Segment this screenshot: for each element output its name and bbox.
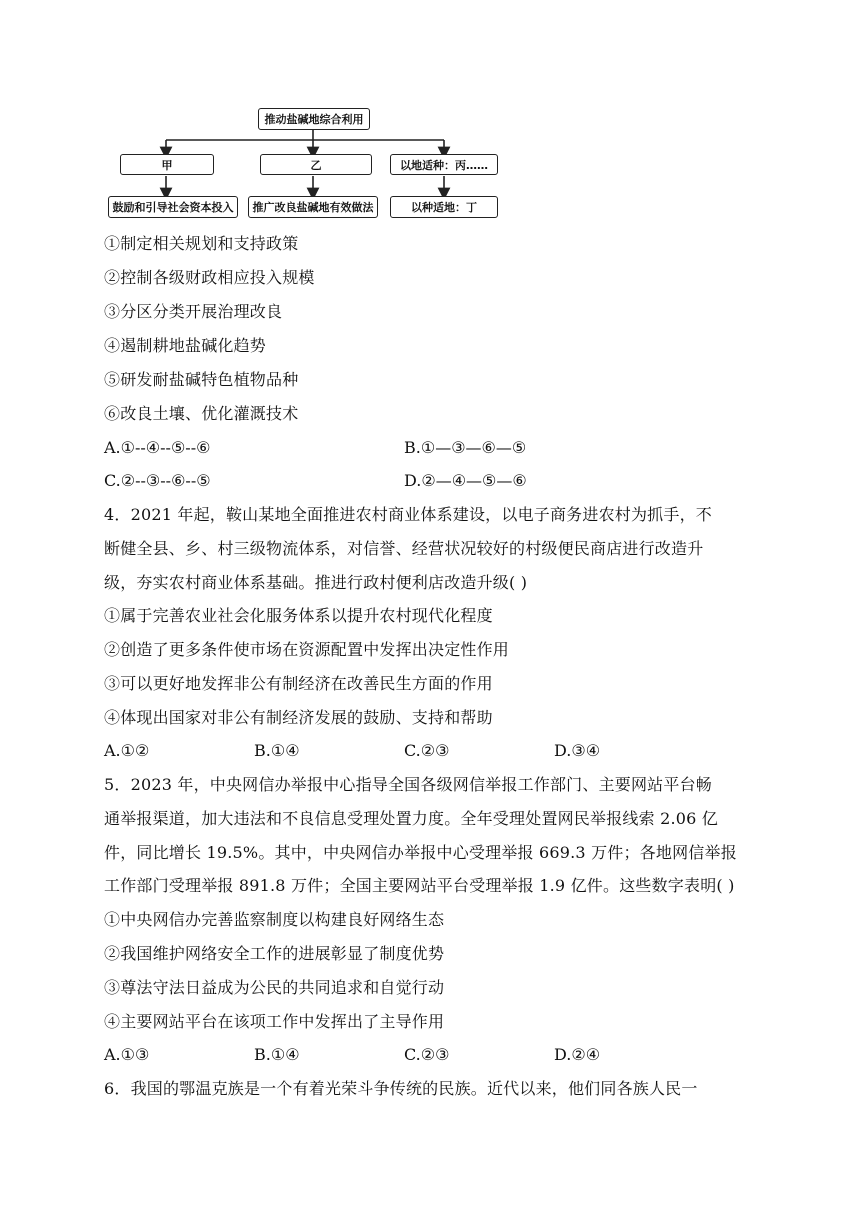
q5-stem-line: 工作部门受理举报 891.8 万件；全国主要网站平台受理举报 1.9 亿件。这些数字表明( ) <box>104 876 735 895</box>
q5-option-d[interactable]: D.②④ <box>554 1045 601 1064</box>
q3-item: ⑥改良土壤、优化灌溉技术 <box>104 404 299 423</box>
q4-item: ④体现出国家对非公有制经济发展的鼓励、支持和帮助 <box>104 708 493 727</box>
q4-item: ②创造了更多条件使市场在资源配置中发挥出决定性作用 <box>104 640 510 659</box>
q5-item: ④主要网站平台在该项工作中发挥出了主导作用 <box>104 1012 445 1031</box>
q3-option-b[interactable]: B.①—③—⑥—⑤ <box>404 438 527 457</box>
q6-stem-line: 6．我国的鄂温克族是一个有着光荣斗争传统的民族。近代以来，他们同各族人民一 <box>104 1079 698 1098</box>
q5-item: ②我国维护网络安全工作的进展彰显了制度优势 <box>104 944 445 963</box>
q3-item: ①制定相关规划和支持政策 <box>104 234 299 253</box>
q5-option-b[interactable]: B.①④ <box>254 1045 300 1064</box>
flowchart-box-bing: 以地适种：丙…… <box>390 154 498 175</box>
q3-item: ②控制各级财政相应投入规模 <box>104 268 315 287</box>
q5-stem-line: 5．2023 年，中央网信办举报中心指导全国各级网信举报工作部门、主要网站平台畅 <box>104 775 712 794</box>
q3-option-c[interactable]: C.②--③--⑥--⑤ <box>104 471 211 490</box>
q4-stem-line: 级，夯实农村商业体系基础。推进行政村便利店改造升级( ) <box>104 573 528 592</box>
q4-item: ①属于完善农业社会化服务体系以提升农村现代化程度 <box>104 606 493 625</box>
flowchart-box-ding: 以种适地：丁 <box>390 196 498 218</box>
q3-option-a[interactable]: A.①--④--⑤--⑥ <box>104 438 211 457</box>
q3-item: ③分区分类开展治理改良 <box>104 302 283 321</box>
q5-stem-line: 通举报渠道，加大违法和不良信息受理处置力度。全年受理处置网民举报线索 2.06 亿 <box>104 809 718 828</box>
q3-item: ④遏制耕地盐碱化趋势 <box>104 336 267 355</box>
q4-item: ③可以更好地发挥非公有制经济在改善民生方面的作用 <box>104 674 493 693</box>
q4-stem-line: 断健全县、乡、村三级物流体系，对信誉、经营状况较好的村级便民商店进行改造升 <box>104 539 704 558</box>
q4-option-a[interactable]: A.①② <box>104 741 150 760</box>
q5-stem-line: 件，同比增长 19.5%。其中，中央网信办举报中心受理举报 669.3 万件；各地网信举报 <box>104 843 737 862</box>
flowchart-box-practice: 推广改良盐碱地有效做法 <box>248 196 378 218</box>
flowchart-diagram <box>108 104 504 222</box>
q5-option-c[interactable]: C.②③ <box>404 1045 450 1064</box>
q4-option-b[interactable]: B.①④ <box>254 741 300 760</box>
q3-option-d[interactable]: D.②—④—⑤—⑥ <box>404 471 527 490</box>
q5-item: ③尊法守法日益成为公民的共同追求和自觉行动 <box>104 978 445 997</box>
q5-item: ①中央网信办完善监察制度以构建良好网络生态 <box>104 910 445 929</box>
q5-option-a[interactable]: A.①③ <box>104 1045 150 1064</box>
flowchart-box-jia: 甲 <box>120 154 214 175</box>
q4-option-c[interactable]: C.②③ <box>404 741 450 760</box>
flowchart-top-box: 推动盐碱地综合利用 <box>258 108 370 130</box>
q3-item: ⑤研发耐盐碱特色植物品种 <box>104 370 299 389</box>
flowchart-box-yi: 乙 <box>260 154 372 175</box>
flowchart-box-capital: 鼓励和引导社会资本投入 <box>108 196 238 218</box>
q4-stem-line: 4．2021 年起，鞍山某地全面推进农村商业体系建设，以电子商务进农村为抓手，不 <box>104 505 712 524</box>
q4-option-d[interactable]: D.③④ <box>554 741 601 760</box>
